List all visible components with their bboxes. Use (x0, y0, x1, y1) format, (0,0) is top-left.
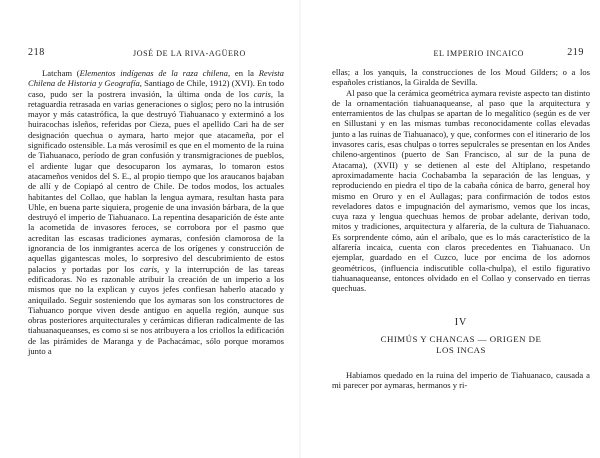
chapter-number: IV (454, 317, 468, 328)
chapter-opening-paragraph: Habiamos quedado en la ruina del imperio de Tiahuanaco, causada a mi parecer por aymaras, hermanos y ri- (332, 370, 590, 391)
right-page-number: 219 (567, 47, 584, 58)
chapter-title-line-2: LOS INCAS (436, 345, 486, 355)
text-run: , la retaguardia retrasada en varias generaciones o siglos; pero no la intrusión mayor y más catastrófica, la que destruyó Tiahuanaco y exterminó a los huiracochas isleños, referidas por Cieza, pues el apellido Cari ha de ser designación quechua o aymara, harto mejor que atacameña, por el significado ostensible. La más verosímil es que en el momento de la ruina de Tiahuanaco, período de gran confusión y transmigraciones de pueblos, el ardiente lugar que desocuparon los aymaras, lo tomaron estos atacameños venidos del S. E., al propio tiempo que los araucanos bajaban de allí y de Copiapó al centro de Chile. De todos modos, los actuales habitantes del Collao, que hablan la lengua aymara, resultan hasta para Uhle, en buena parte siquiera, progenie de una invasión bárbara, de la que destruyó el imperio de Tiahuanaco. La repentina desaparición de éste ante la acometida de invasores feroces, se corrobora por el pasmo que acreditan las escasas tradiciones aymaras, confesión clamorosa de la ignorancia de los inmigrantes acerca de los orígenes y construcción de aquellas gigantescas moles, lo sorpresivo del descubrimiento de estos palacios y portadas por los (28, 88, 285, 274)
text-run: ellas; a los yanquis, la construcciones de los Moud Gilders; o a los españoles cristianos, la Giralda de Sevilla. (332, 67, 590, 88)
right-running-head (320, 49, 592, 61)
paragraph (332, 67, 590, 88)
italic-text: Revista Chilena de Historia y Geografía (28, 68, 284, 89)
text-run: , en la (227, 68, 259, 78)
left-page-number: 218 (28, 47, 45, 58)
chapter-opening-text (332, 370, 590, 391)
chapter-title-line-1: CHIMÚS Y CHANCAS — ORIGEN DE (380, 334, 542, 344)
left-running-head (10, 49, 290, 61)
left-running-title: JOSÉ DE LA RIVA-AGÜERO (133, 49, 246, 58)
left-page (10, 0, 290, 458)
left-body-text (28, 68, 284, 356)
text-run: , y la interrupción de las tareas edificadoras. No es razonable atribuir la creación de un imperio a los mismos que no la explican y cuyos jefes confiesan haberlo atacado y aniquilado. Seguir sosteniendo que los aymaras son los constructores de Tiahuanco porque viven desde antiguo en aquella región, aunque sus obras posteriores arquitecturales y cerámicas difieran radicalmente de las tiahuanaqueanses, es como si se nos atribuyera a los criollos la edificación de las pirámides de Maranga y de Pachacámac, sólo porque moramos junto a (28, 263, 285, 357)
right-page (320, 0, 592, 458)
italic-text: Elementos indígenas de la raza chilena (79, 68, 228, 78)
right-body-text (332, 67, 590, 294)
paragraph (332, 88, 590, 294)
text-run: Latcham ( (42, 68, 80, 78)
right-running-title: EL IMPERIO INCAICO (433, 49, 524, 58)
text-run: Al paso que la cerámica geométrica aymara reviste aspecto tan distinto de la ornamentación tiahuanaqueanse, al paso que la arquitectura y enterramientos de las chulpas se apartan de lo megalítico (según es de ver en Sillustani y en las mismas tumbas reconocidamente collas elevadas junto a las ruinas de Tiahuanaco), y que, conformes con el itinerario de los invasores caris, esas chulpas o torres sepulcrales se presentan en los Andes chileno-argentinos (puerto de San Francisco, al sur de la puna de Atacama), (XVII) y se detienen al este del Altiplano, respetando aproximadamente hacia Cochabamba la separación de las lenguas, y reproduciendo en piedra el tipo de la cabaña cónica de barro, general hoy mismo en Oruro y en el Aullagas; para confirmación de todos estos reveladores datos e impugnación del aymarismo, vemos que los incas, cuya raza y lengua quechuas hemos de probar adelante, derivan todo, mitos y tradiciones, arquitectura y alfarería, de la cultura de Tiahuanaco. Es sorprendente cómo, aún el aríbalo, que es lo más característico de la alfarería incaica, cuenta con claros precedentes en Tiahuanaco. Un ejemplar, guardado en el Cuzco, luce por encima de los adornos geométricos, (influencia indiscutible colla-chulpa), el estilo figurativo tiahuanaqueanse, entonces olvidado en el Collao y conservado en tierras quechuas. (332, 87, 590, 294)
paragraph (28, 68, 284, 356)
book-gutter (299, 0, 301, 458)
italic-text: caris (253, 88, 271, 99)
italic-text: caris (139, 263, 158, 274)
chapter-title (332, 334, 590, 356)
text-run: , Santiago de Chile, 1912) (XVI). En todo caso, pudo ser la postrera invasión, la última onda de los (28, 78, 284, 99)
